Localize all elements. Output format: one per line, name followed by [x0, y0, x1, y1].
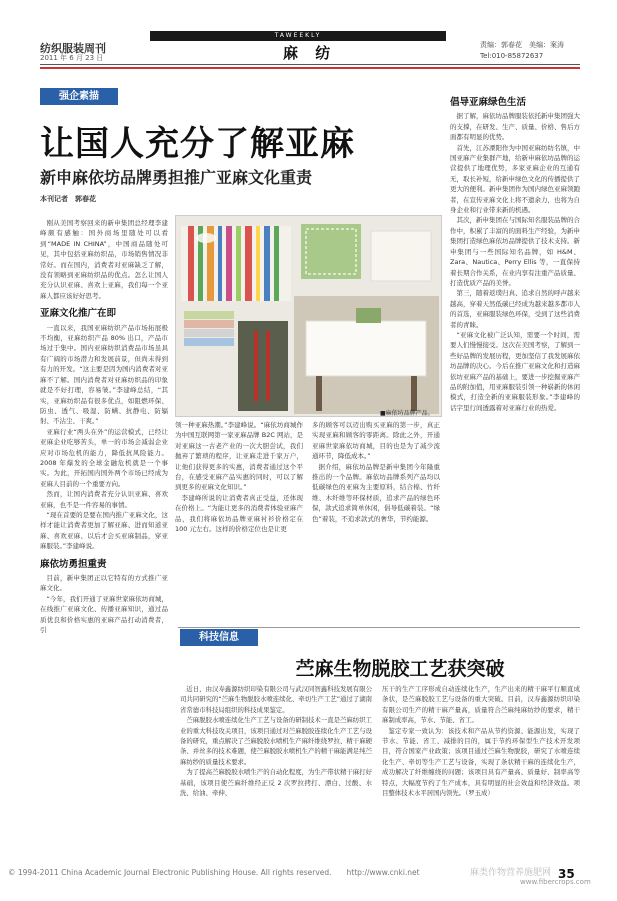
section-heading-culture: 亚麻文化推广在即 [40, 308, 117, 320]
page-number: 35 [558, 867, 575, 881]
paragraph: 首先，江苏溧阳作为中国亚麻纺纺名镇，中国亚麻产业集群产地，给新申麻依坊品牌的运营提供了地理优势，多家亚麻企业的互通有无，取长补短，给新申绿色文化的传播提供了更大的便利。新申集团作为国内绿色亚麻领跑者，在宣传亚麻文化上将不遗余力，也将为自身企业和行业带来新的机遇。 [450, 143, 580, 215]
issue-date: 2011 年 6 月 23 日 [40, 54, 104, 62]
article-column-1 [40, 218, 168, 635]
paragraph: “今年，我们开通了亚麻世家麻依坊商城，在线推广亚麻文化、传播亚麻知识，通过品质优良和价格实惠的亚麻产品打动消费者，引 [40, 594, 168, 635]
tech-column-2 [382, 684, 580, 798]
photo-caption: ■麻依坊品牌产品。 [380, 410, 434, 417]
article-subheadline: 新申麻依坊品牌勇担推广亚麻文化重责 [40, 168, 313, 187]
paragraph: 多的顾客可以迈出购买亚麻的第一步，真正实现亚麻和顾客的零距离。除此之外，开通亚麻世家麻依坊商城，目的也是为了减少流通环节，降低成本。” [312, 421, 440, 461]
header-divider [40, 64, 580, 65]
section-title: 麻 纺 [283, 44, 337, 62]
paragraph: 近日，由汉寿鑫源纺织印染有限公司与武汉同智鑫科技发展有限公司共同研究的“苎麻生物脱胶水喷连续化、牵切生产工艺”通过了湖南省常德市科技局组织的科技成果鉴定。 [180, 685, 372, 714]
paragraph: 据了解，麻依坊品牌服装依托新申集团强大的支撑，在研发、生产、质量、价格、售后方面都有明显的优势。 [450, 112, 580, 142]
striped-tablecloth [181, 226, 291, 301]
product-photo [175, 215, 442, 417]
paragraph: 李建峰所说的让消费者真正受益，还体现在价格上。“为能让更多的消费者体验亚麻产品，我们将麻依坊品牌亚麻衬衫价格定在 100 元左右。这样的价格定位也是让更 [175, 493, 303, 534]
editor-credit: 责编：郭春花 美编：案涛 [480, 41, 564, 49]
publication-name: 纺织服装周刊 [40, 42, 106, 55]
white-cushion [371, 231, 431, 281]
paragraph: “现在首要的是要在国内推广亚麻文化，这样才能让消费者更加了解亚麻、进而知道亚麻、喜欢亚麻、以后才会买亚麻制品，穿亚麻服装。”李建峰说。 [40, 510, 168, 551]
tech-box-divider [178, 627, 580, 628]
paragraph: 亚麻行业“两头在外”的运营模式，已经让亚麻企业吃够苦头，单一的市场会减弱企业应对市场危机的能力，降低抗风险能力。2008 年爆发的全球金融危机就是一个事实。为此，开拓国内国外两个市场已经成为亚麻人目前的一个重要方向。 [40, 427, 168, 488]
paragraph: 然而，让国内消费者充分认识亚麻、喜欢亚麻，也不是一件容易的事情。 [40, 490, 168, 509]
paragraph: 压干的生产工序形成自动连续化生产，生产出来的精干麻平行顺直成条状，是苎麻脱胶工艺与设备的重大突破。目前，汉寿鑫源纺织印染有限公司生产的精干麻产量高，质量符合苎麻纯麻纺纱的要求，精干麻制成率高，节水、节能、省工。 [382, 685, 580, 725]
white-tablecloth [294, 296, 439, 414]
tech-headline: 苎麻生物脱胶工艺获突破 [295, 658, 505, 680]
article-column-2 [175, 420, 303, 534]
watermark-url: www.fibercrops.com [520, 878, 591, 886]
intro-paragraph: 刚从美国考察回来的新申集团总经理李建峰颇有感触：国外商场里随处可以看到“MADE IN CHINA”，中国商品随处可见，其中包括亚麻纺织品，市场销售情况非常好。而在国内，消费者对亚麻缺乏了解，没有领略到亚麻纺织品的优点。怎么让国人充分认识亚麻、喜欢上亚麻，我们每一个亚麻人都应该好好思考。 [40, 219, 168, 300]
paragraph: 据介绍，麻依坊品牌是新申集团今年隆重推出的一个品牌。麻依坊品牌系列产品均以低碳绿色的亚麻为主要原料，结合棉、竹纤维、木纤维等环保材质，追求产品的绿色环保，款式追求简单休闲，倡导低碳着装。“绿色”着装，不追求款式的奢华，节约能源。 [312, 462, 440, 523]
header-band: TAWEEKLY [150, 31, 446, 41]
section-heading-green-life: 倡导亚麻绿色生活 [450, 97, 527, 108]
article-column-4 [450, 98, 580, 413]
paragraph: 一直以来，我国亚麻纺织产品市场拓展极不均衡，亚麻纺织产品 80% 出口，产品市场过于集中。国内亚麻纺织消费品市场虽具有广阔的市场潜力和发展前景，但尚未得到有力的开发。“这主要是因为国内消费者对亚麻不了解。国内消费者对亚麻纺织品的印象就是不好打理，容易皱。”李建峰总结，“其实，亚麻纺织品有很多优点，如阻燃环保、防虫、透气、吸湿、防螨、抗静电、防辐射、不沾尘、干爽。” [40, 323, 168, 426]
tech-column-1 [180, 684, 372, 798]
paragraph: 其次，新申集团在与国际知名服装品牌的合作中，积累了丰富的的面料生产经验，为新申集团打造绿色麻依坊品牌提供了技术支持。新申集团与一些国际知名品牌，如 H&M、Zara、Nautica、Perry Ellis 等，一直保持着长期合作关系，在业内享有注重产品质量、打造优质产品的美誉。 [450, 216, 580, 287]
paragraph: 苎麻脱胶水喷连续化生产工艺与设备的研制技术一直是苎麻纺织工业的重大科技攻关项目，该项目通过对苎麻脱胶连续化生产工艺与设备的研究，重点解决了苎麻脱胶水喷机生产麻纤维绕罗拉、精干麻硬条、并丝多的技术难题，使苎麻脱胶水喷机生产的精干麻能满足纯苎麻纺纱的质量技术要求。 [180, 716, 372, 766]
article-headline: 让国人充分了解亚麻 [40, 124, 355, 164]
phone-number: Tel:010-85872637 [480, 52, 544, 60]
paragraph: 第三，随着返璞归真、追求自然的呼声越来越高，穿着天然低碳已经成为越来越多都市人的首选，亚麻服装绿色环保，受到了这些消费者的青睐。 [450, 289, 580, 329]
tech-badge: 科技信息 [180, 629, 258, 646]
paragraph: 目前，新申集团正以它特有的方式推广亚麻文化。 [40, 574, 168, 593]
section-heading-brand: 麻依坊勇担重责 [40, 558, 107, 570]
byline: 本刊记者 郭春花 [40, 195, 96, 203]
green-cushion [301, 224, 361, 279]
paragraph: 为了提高苎麻脱胶水喷生产的自动化程度，为生产带状精干麻打好基础，该项目使苎麻纤维经正反 2 次罗拉拷打、漂白、过酸、水洗、给油、牵伸、 [180, 768, 372, 798]
paragraph: 鉴定专家一致认为：该技术和产品从节约资源、能源出发，实现了节水、节能、省工、减排的目的，属于节约环保型生产技术开发项目，符合国家产业政策；该项目通过苎麻生物脱胶，研究了水喷连续化生产、牵切等生产工艺与设备，实现了条状精干麻的连续化生产，成功解决了纤维缠绕的问题；该项目具有产量高、质量好、制率高等特点，大幅度节约了生产成本，具有明显的社会效益和经济效益。项目整体技术水平居国内领先。（罗玉成） [382, 726, 580, 798]
article-column-3 [312, 420, 440, 524]
linen-products-image [176, 216, 441, 416]
paragraph: 领一种亚麻热潮。”李建峰说。“麻依坊商城作为中国互联网第一家亚麻品牌 B2C 网站，是对亚麻这一古老产业的一次大胆尝试，我们抛弃了繁琐的程序，让亚麻走进千家万户，让他们获得更多的实惠，消费者通过这个平台，在感受亚麻产品实惠的同时，可以了解到更多的亚麻文化知识。” [175, 421, 303, 492]
feature-badge: 强企素描 [40, 88, 118, 105]
watermark-text: 麻类作物营养施肥网 [470, 868, 552, 878]
copyright-footer: © 1994-2011 China Academic Journal Electronic Publishing House. All rights reserved. http://www.cnki.net [8, 868, 420, 877]
header-accent-divider [40, 67, 580, 69]
red-cutlery [238, 321, 288, 411]
paragraph: “亚麻文化被广泛认知，需要一个时间，需要人们慢慢接受。这次在美国考察，了解到一些好品牌的发展历程，更加坚信了我发展麻依坊品牌的决心。今后在推广亚麻文化和打造麻依坊亚麻产品的基础上，要进一步挖掘亚麻产品的附加值，用亚麻服装引领一种崭新的休闲模式，打造全新的亚麻服装形象。”李建峰的话字里行间透露着对亚麻行业的热爱。 [450, 330, 580, 412]
